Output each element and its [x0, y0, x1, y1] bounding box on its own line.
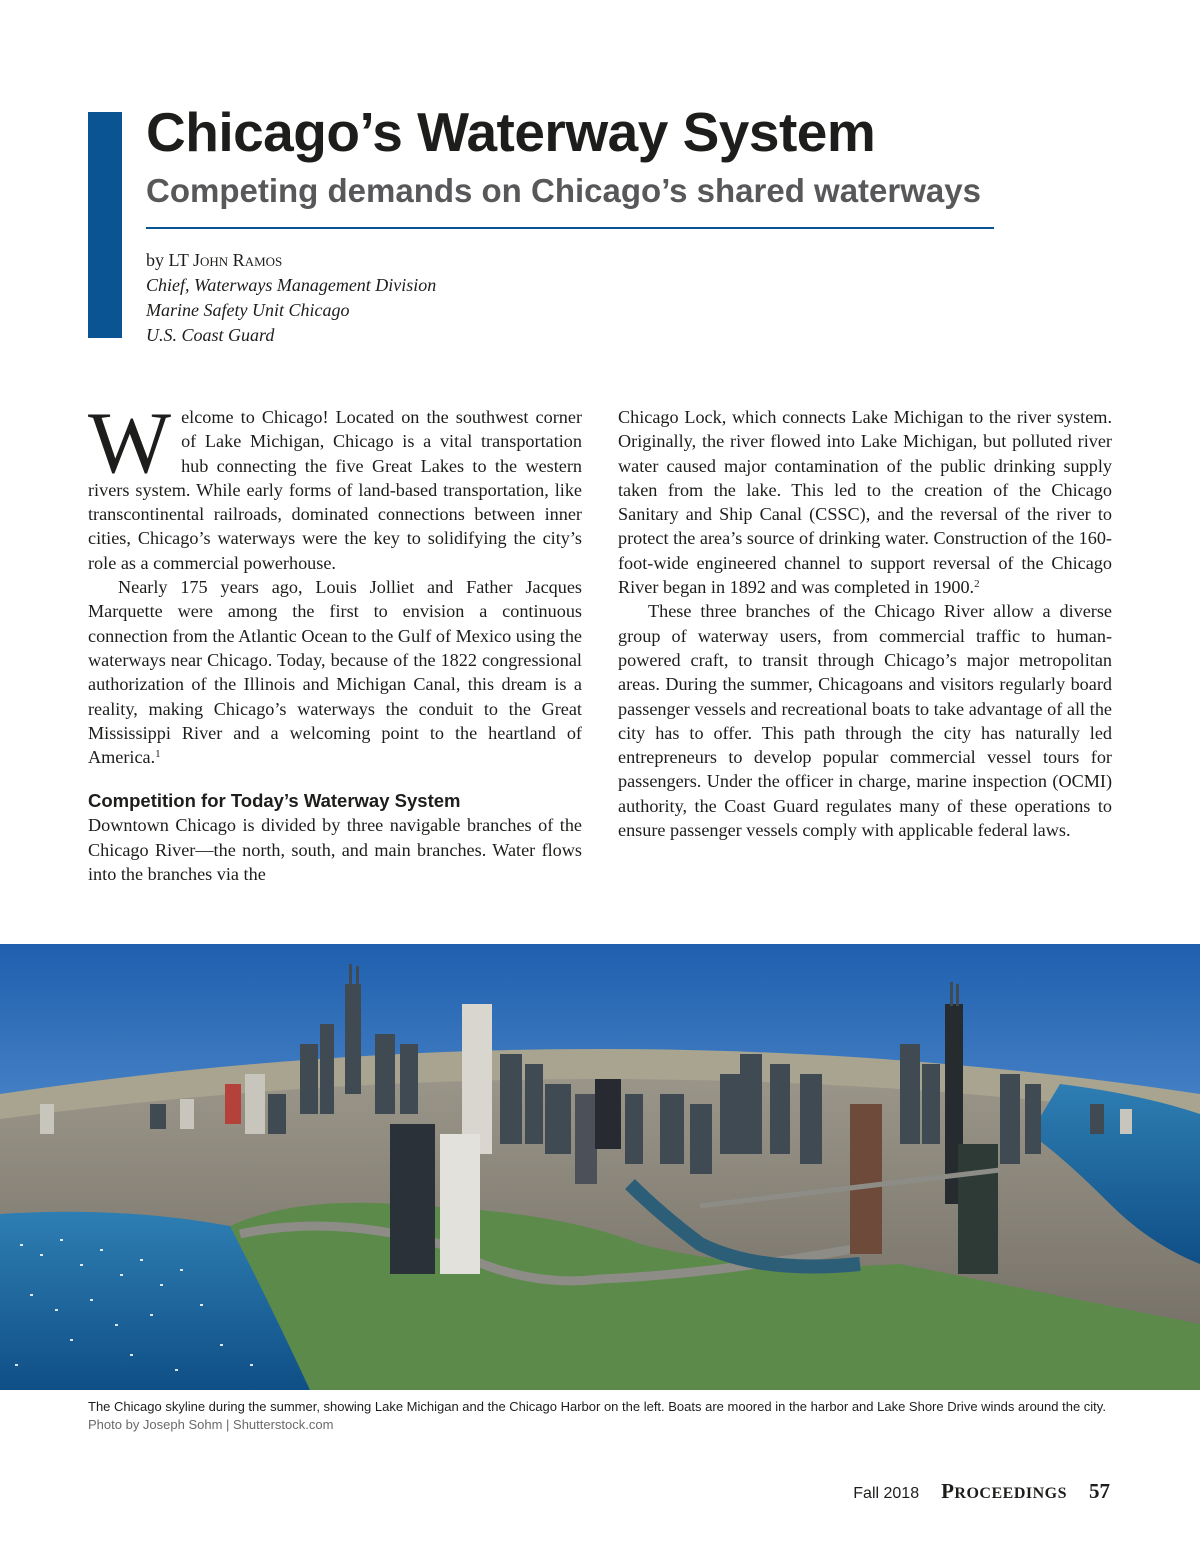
drop-cap: W: [88, 395, 172, 492]
byline-prefix: by LT: [146, 250, 194, 270]
title-accent-bar: [88, 112, 122, 338]
photo-caption: [88, 1398, 1118, 1434]
section-heading: Competition for Today’s Waterway System: [88, 790, 461, 812]
skyline-photo: [0, 944, 1200, 1390]
paragraph-intro: [88, 395, 582, 575]
publication-initial: P: [941, 1479, 955, 1503]
publication-name: [941, 1479, 1067, 1504]
paragraph-intro-text: elcome to Chicago! Located on the southwest corner of Lake Michigan, Chicago is a vital transportation hub connecting the five Great Lakes to the western rivers system. While early forms of land-based transportation, like transcontinental railroads, dominated connections between inner cities, Chicago’s waterways were the key to solidifying the city’s role as a commercial powerhouse.: [88, 407, 582, 573]
page-number: 57: [1089, 1479, 1110, 1503]
article-title: Chicago’s Waterway System: [146, 101, 876, 163]
author-unit: Marine Safety Unit Chicago: [146, 300, 350, 320]
publication-rest: ROCEEDINGS: [954, 1485, 1067, 1502]
paragraph-users-text: These three branches of the Chicago River allow a diverse group of waterway users, from commercial traffic to human-powered craft, to transit through Chicago’s major metropolitan areas. During the summer, Chicagoans and visitors regularly board passenger vessels and recreational boats to take advantage of all the city has to offer. This path through the city has naturally led entrepreneurs to develop popular commercial vessel tours for passengers. Under the officer in charge, marine inspection (OCMI) authority, the Coast Guard regulates many of these operations to ensure passenger vessels comply with applicable federal laws.: [618, 601, 1112, 841]
issue-season: Fall 2018: [853, 1485, 920, 1502]
footnote-ref-2: 2: [974, 578, 980, 591]
author-title: Chief, Waterways Management Division: [146, 275, 437, 295]
paragraph-branches-text: Downtown Chicago is divided by three navigable branches of the Chicago River—the north, south, and main branches. Water flows into the branches via the: [88, 815, 582, 885]
page-footer: [853, 1479, 1110, 1509]
author-organization: U.S. Coast Guard: [146, 325, 275, 345]
byline-author-line: [146, 248, 436, 273]
article-subtitle: Competing demands on Chicago’s shared waterways: [146, 172, 981, 209]
byline: [146, 248, 436, 348]
paragraph-users: [618, 599, 1112, 842]
photo-credit: Photo by Joseph Sohm | Shutterstock.com: [88, 1417, 334, 1432]
author-name: John Ramos: [193, 250, 283, 270]
paragraph-lock: [618, 405, 1112, 599]
caption-text: The Chicago skyline during the summer, showing Lake Michigan and the Chicago Harbor on the left. Boats are moored in the harbor and Lake Shore Drive winds around the city.: [88, 1399, 1106, 1414]
skyline-illustration: [0, 944, 1200, 1390]
title-rule: [146, 227, 994, 229]
paragraph-history: [88, 575, 582, 769]
footnote-ref-1: 1: [155, 748, 161, 761]
body-column-left: [88, 395, 582, 886]
body-column-right: [618, 405, 1112, 842]
paragraph-history-text: Nearly 175 years ago, Louis Jolliet and Father Jacques Marquette were among the first to envision a continuous connection from the Atlantic Ocean to the Gulf of Mexico using the waterways near Chicago. Today, because of the 1822 congressional authorization of the Illinois and Michigan Canal, this dream is a reality, making Chicago’s waterways the conduit to the Great Mississippi River and a welcoming point to the heartland of America.: [88, 577, 582, 768]
paragraph-branches: [88, 813, 582, 886]
paragraph-lock-text: Chicago Lock, which connects Lake Michigan to the river system. Originally, the river flowed into Lake Michigan, but polluted river water caused major contamination of the public drinking supply taken from the lake. This led to the creation of the Chicago Sanitary and Ship Canal (CSSC), and the reversal of the river to protect the area’s source of drinking water. Construction of the 160-foot-wide engineered channel to support reversal of the Chicago River began in 1892 and was completed in 1900.: [618, 407, 1112, 598]
